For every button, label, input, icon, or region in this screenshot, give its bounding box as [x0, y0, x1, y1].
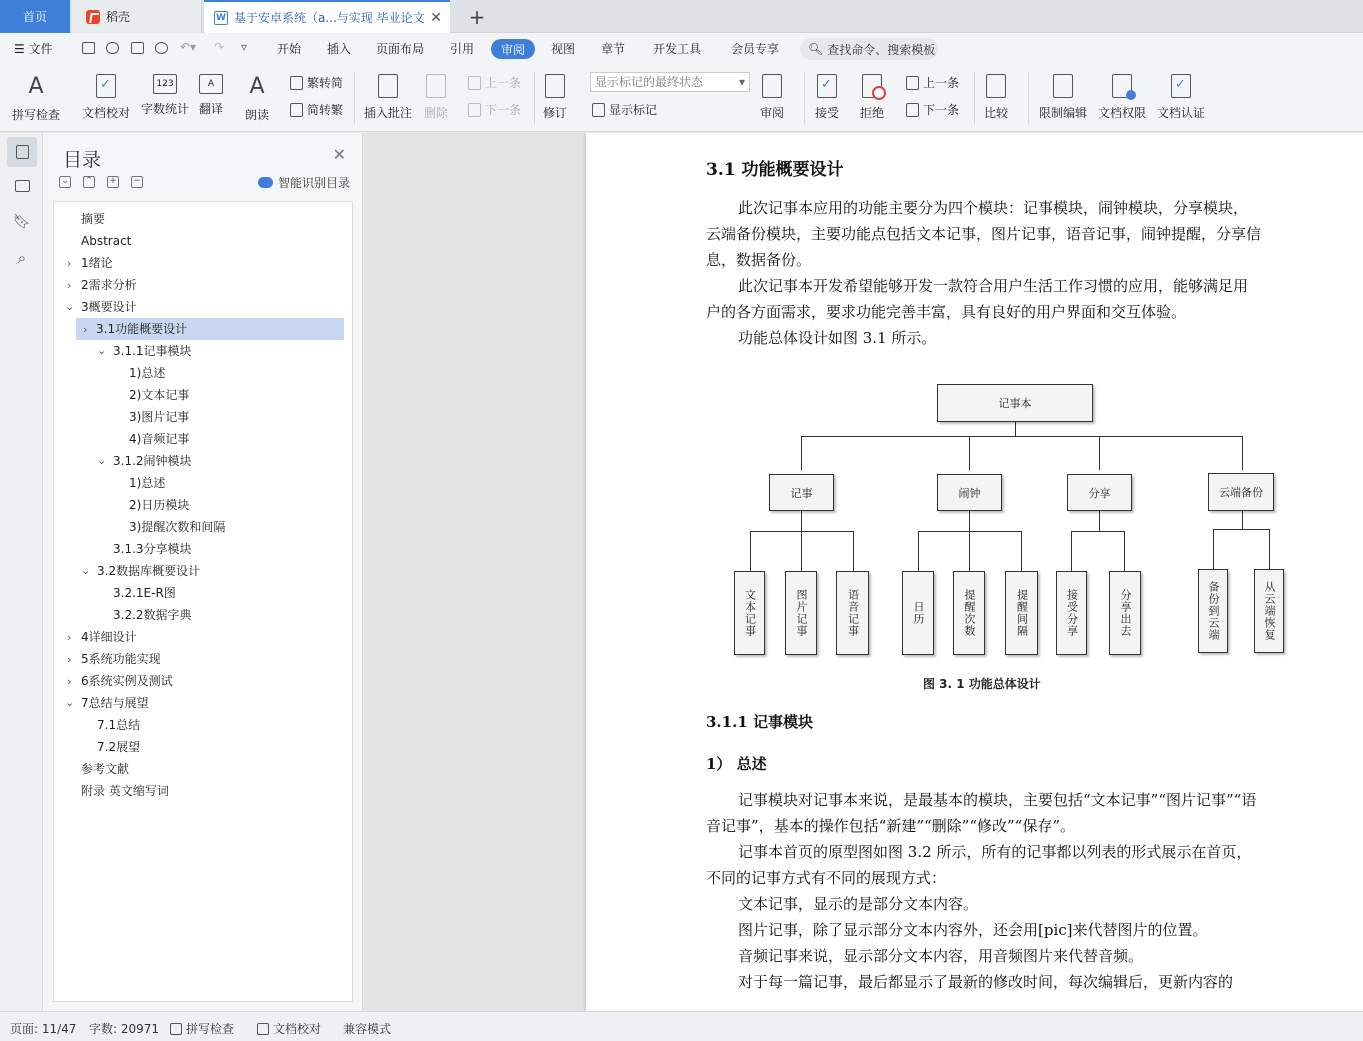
paragraph: 音频记事来说，显示部分文本内容，用音频图片来代替音频。 [738, 947, 1144, 965]
toc-list [53, 201, 353, 1002]
track-changes-button[interactable] [543, 68, 567, 121]
translate-icon: A [199, 74, 223, 94]
trad-to-simp-icon [290, 76, 303, 90]
diagram-connector [1021, 531, 1022, 571]
toc-item-label: 4详细设计 [81, 630, 137, 644]
prev-comment-label: 上一条 [485, 76, 522, 90]
plus-icon: + [468, 4, 486, 29]
prev-comment-icon [468, 76, 481, 90]
accept-icon [817, 74, 837, 98]
toc-item-label: 1绪论 [81, 256, 113, 270]
diagram-connector [801, 436, 802, 470]
toc-item[interactable] [81, 780, 169, 802]
ribbon-divider [974, 72, 975, 124]
delete-comment-label: 删除 [424, 106, 449, 120]
side-rail [0, 133, 43, 1011]
chevron-right-icon[interactable]: › [67, 279, 72, 292]
toc-item-label: 3)提醒次数和间隔 [129, 520, 226, 534]
next-comment-icon [468, 103, 481, 117]
doc-rights-button[interactable] [1098, 68, 1146, 121]
toc-item-label: Abstract [81, 234, 132, 248]
toc-item[interactable] [81, 296, 137, 318]
diagram-connector [969, 531, 970, 571]
toc-item-label: 3.2数据库概要设计 [97, 564, 201, 578]
simp-to-trad-icon [290, 103, 303, 117]
toc-item[interactable] [113, 604, 192, 626]
doc-rights-label: 文档权限 [1098, 106, 1147, 120]
diagram-connector [1099, 511, 1100, 531]
toc-title: 目录 [63, 149, 102, 171]
toc-item[interactable] [113, 450, 192, 472]
toc-item-label: 7.2展望 [97, 740, 141, 754]
file-menu-label: 文件 [28, 42, 53, 56]
track-changes-label: 修订 [543, 106, 568, 120]
insert-comment-label: 插入批注 [364, 106, 413, 120]
toc-item-label: 1)总述 [129, 476, 166, 490]
toc-panel [43, 133, 363, 1011]
remove-heading-icon[interactable]: − [131, 176, 143, 188]
toc-item-label: 5系统功能实现 [81, 652, 161, 666]
diagram-connector [1213, 529, 1270, 530]
doc-cert-button[interactable] [1157, 68, 1205, 121]
toc-item[interactable] [113, 538, 192, 560]
diagram-root-node: 记事本 [937, 384, 1093, 422]
menu-page-layout-label: 页面布局 [376, 42, 425, 56]
tab-bar [0, 0, 1363, 33]
toc-item-label: 3.2.2数据字典 [113, 608, 192, 622]
diagram-leaf-node: 分享出去 [1109, 571, 1141, 655]
hamburger-icon: ☰ [14, 42, 25, 56]
spell-check-status-icon [170, 1023, 182, 1035]
diagram-leaf-node: 接受分享 [1056, 571, 1087, 655]
chevron-right-icon[interactable]: › [67, 675, 72, 688]
save-icon[interactable] [82, 42, 95, 54]
diagram-connector [1242, 511, 1243, 529]
spell-check-status-label: 拼写检查 [186, 1022, 235, 1036]
toc-item[interactable] [129, 494, 189, 516]
translate-button[interactable] [199, 68, 223, 117]
diagram-module-node: 分享 [1067, 474, 1132, 511]
function-diagram [726, 378, 1286, 673]
accept-label: 接受 [815, 106, 840, 120]
figure-caption: 图 3. 1 功能总体设计 [923, 677, 1041, 691]
toc-item-label: 2)文本记事 [129, 388, 190, 402]
toc-pane-button[interactable] [7, 137, 37, 167]
print-icon[interactable] [131, 42, 144, 54]
toc-item[interactable] [129, 406, 189, 428]
menu-section-label: 章节 [601, 42, 626, 56]
toc-item[interactable] [81, 692, 149, 714]
toc-item[interactable] [81, 670, 173, 692]
restrict-edit-icon [1053, 74, 1073, 98]
menu-member-label: 会员专享 [731, 42, 780, 56]
diagram-connector [750, 531, 854, 532]
ribbon-divider [354, 72, 355, 124]
diagram-connector [750, 531, 751, 571]
next-comment-label: 下一条 [485, 103, 522, 117]
tab-daoke-label: 稻壳 [106, 10, 131, 24]
show-markup-label: 显示标记 [609, 103, 658, 117]
toc-item[interactable] [97, 714, 140, 736]
file-menu[interactable] [14, 40, 53, 57]
page-indicator-label: 页面: 11/47 [10, 1022, 77, 1036]
toc-item[interactable] [129, 384, 189, 406]
insert-comment-icon [378, 74, 398, 98]
toc-item[interactable] [129, 362, 165, 384]
add-heading-icon[interactable]: + [107, 176, 119, 188]
diagram-connector [918, 531, 919, 571]
diagram-leaf-node: 日历 [902, 571, 934, 655]
menu-page-layout[interactable] [376, 40, 424, 57]
paragraph: 记事模块对记事本来说，是最基本的模块，主要包括“文本记事”“图片记事”“语音记事”，基本的操作包括“新建”“删除”“修改”“保存”。 [706, 791, 1257, 835]
paragraph: 此次记事本开发希望能够开发一款符合用户生活工作习惯的应用，能够满足用户的各方面需求，要求功能完善丰富，具有良好的用户界面和交互体验。 [706, 277, 1249, 321]
spell-check-button[interactable] [12, 68, 60, 123]
toc-item[interactable] [81, 252, 113, 274]
menu-section[interactable] [601, 40, 625, 57]
markup-state-value: 显示标记的最终状态 [595, 75, 704, 89]
menu-review-label: 审阅 [500, 42, 525, 57]
smart-toc-icon [258, 177, 273, 188]
toc-item-label: 附录 英文缩写词 [81, 784, 169, 798]
toc-item[interactable] [81, 758, 129, 780]
delete-comment-icon [426, 74, 446, 98]
chevron-right-icon[interactable]: › [67, 631, 72, 644]
doc-proof-label: 文档校对 [82, 106, 131, 120]
doc-proof-status[interactable] [257, 1020, 321, 1037]
diagram-connector [1124, 531, 1125, 571]
next-change-label: 下一条 [923, 103, 960, 117]
paragraph: 记事本首页的原型图如图 3.2 所示，所有的记事都以列表的形式展示在首页，不同的记事方式有不同的展现方式： [706, 843, 1252, 887]
chevron-right-icon[interactable]: › [67, 653, 72, 666]
track-changes-icon [545, 74, 565, 98]
writer-doc-icon: W [214, 11, 228, 25]
toc-item-label: 3.1.1记事模块 [113, 344, 192, 358]
paragraph: 图片记事，除了显示部分文本内容外，还会用[pic]来代替图片的位置。 [738, 921, 1208, 939]
diagram-module-node: 记事 [769, 474, 834, 511]
toc-item[interactable] [129, 472, 165, 494]
toc-item[interactable] [97, 560, 200, 582]
next-comment-button[interactable] [468, 101, 521, 118]
diagram-leaf-node: 语音记事 [836, 571, 869, 655]
diagram-connector [969, 436, 970, 470]
prev-change-button[interactable] [906, 74, 959, 91]
doc-proof-icon [96, 74, 116, 98]
diagram-connector [1071, 531, 1125, 532]
paragraph: 对于每一篇记事，最后都显示了最新的修改时间，每次编辑后，更新内容的 [738, 973, 1234, 991]
diagram-module-node: 云端备份 [1208, 473, 1274, 511]
tab-document-label: 基于安卓系统（a...与实现 毕业论文 [234, 11, 425, 25]
toc-item[interactable] [129, 516, 225, 538]
menu-view-label: 视图 [551, 42, 576, 56]
menu-references[interactable] [450, 40, 474, 57]
trad-to-simp-button[interactable] [290, 74, 343, 91]
tab-daoke[interactable] [72, 0, 202, 33]
command-search[interactable] [800, 38, 938, 60]
toc-item[interactable] [97, 736, 140, 758]
next-change-icon [906, 103, 919, 117]
review-pane-button[interactable] [760, 68, 784, 121]
doc-cert-icon [1171, 74, 1191, 98]
toc-item-label: 7.1总结 [97, 718, 141, 732]
toc-item-label: 6系统实例及测试 [81, 674, 173, 688]
compare-icon [986, 74, 1006, 98]
prev-comment-button[interactable] [468, 74, 521, 91]
menu-member[interactable] [731, 40, 779, 57]
doc-proof-status-icon [257, 1023, 269, 1035]
tab-home[interactable] [0, 0, 70, 33]
chevron-down-icon[interactable]: ⌄ [65, 300, 75, 313]
diagram-connector [801, 436, 1243, 437]
toc-item[interactable] [81, 274, 137, 296]
doc-rights-icon [1112, 74, 1132, 98]
chevron-right-icon[interactable]: › [67, 257, 72, 270]
menu-bar [0, 33, 1363, 64]
compat-mode-label: 兼容模式 [343, 1022, 392, 1036]
menu-insert-label: 插入 [327, 42, 352, 56]
reject-button[interactable] [860, 68, 884, 121]
restrict-edit-label: 限制编辑 [1039, 106, 1088, 120]
delete-comment-button[interactable] [424, 68, 448, 121]
toc-item-selected[interactable] [76, 318, 344, 340]
trad-to-simp-label: 繁转简 [307, 76, 344, 90]
word-count-label: 字数统计 [141, 102, 190, 116]
spell-check-label: 拼写检查 [12, 108, 61, 122]
reject-icon [862, 74, 882, 98]
bookmark-button[interactable] [7, 207, 37, 237]
diagram-connector [1015, 422, 1016, 436]
diagram-leaf-node: 提醒次数 [953, 571, 985, 655]
spell-check-status[interactable] [170, 1020, 234, 1037]
menu-start-label: 开始 [277, 42, 302, 56]
item-heading: 1） 总述 [706, 755, 767, 773]
compat-mode-indicator [343, 1020, 391, 1037]
redo-icon[interactable]: ↷ [214, 40, 225, 54]
chevron-right-icon[interactable]: › [83, 323, 88, 336]
page-indicator[interactable] [10, 1020, 76, 1037]
menu-developer-label: 开发工具 [653, 42, 702, 56]
document-page[interactable] [586, 133, 1363, 1011]
paragraph: 文本记事，显示的是部分文本内容。 [738, 895, 979, 913]
diagram-leaf-node: 备份到云端 [1198, 569, 1228, 653]
simp-to-trad-button[interactable] [290, 101, 343, 118]
status-bar [0, 1011, 1363, 1041]
ribbon-divider [534, 72, 535, 124]
section-heading: 3.1 功能概要设计 [706, 160, 844, 180]
expand-all-icon[interactable]: ⌃ [83, 176, 95, 188]
diagram-module-node: 闹钟 [937, 474, 1002, 511]
subsection-heading: 3.1.1 记事模块 [706, 713, 813, 731]
toc-item-label: 4)音频记事 [129, 432, 190, 446]
restrict-edit-button[interactable] [1039, 68, 1087, 121]
translate-label: 翻译 [199, 102, 224, 116]
next-change-button[interactable] [906, 101, 959, 118]
toc-item[interactable] [113, 582, 176, 604]
toc-item-label: 3概要设计 [81, 300, 137, 314]
doc-proof-status-label: 文档校对 [273, 1022, 322, 1036]
close-icon[interactable]: ✕ [332, 145, 346, 164]
menu-references-label: 引用 [450, 42, 475, 56]
word-count-button[interactable] [141, 68, 189, 117]
diagram-connector [918, 531, 1022, 532]
ribbon-divider [1028, 72, 1029, 124]
word-count-icon: 123 [153, 74, 177, 94]
word-count-indicator-label: 字数: 20971 [89, 1022, 160, 1036]
menu-insert[interactable] [327, 40, 351, 57]
search-icon: 🔍︎ [808, 42, 824, 56]
command-search-label: 查找命令、搜索模板 [827, 42, 936, 57]
toc-item[interactable] [81, 648, 161, 670]
spell-check-icon: A [28, 74, 44, 99]
document-canvas[interactable] [364, 133, 1363, 1011]
bookmark-icon: 🔖︎ [13, 214, 31, 230]
toc-item-label: 3.2.1E-R图 [113, 586, 176, 600]
customize-quick-access-icon[interactable]: ▿ [241, 40, 248, 54]
prev-change-icon [906, 76, 919, 90]
toc-item[interactable] [129, 428, 189, 450]
folder-icon [15, 180, 30, 192]
toc-item-label: 3.1.2闹钟模块 [113, 454, 192, 468]
chevron-down-icon[interactable]: ⌄ [97, 454, 107, 467]
chevron-down-icon[interactable]: ⌄ [97, 344, 107, 357]
show-markup-button[interactable] [592, 101, 657, 118]
undo-icon[interactable]: ↶▾ [180, 40, 197, 54]
diagram-connector [853, 531, 854, 571]
word-count-indicator[interactable] [89, 1020, 159, 1037]
smart-toc-button[interactable] [258, 174, 350, 191]
collapse-all-icon[interactable]: ⌄ [59, 176, 71, 188]
read-aloud-label: 朗读 [245, 108, 270, 122]
new-tab-button[interactable] [466, 0, 488, 33]
diagram-connector [1269, 529, 1270, 569]
compare-label: 比较 [984, 106, 1009, 120]
doc-proof-button[interactable] [82, 68, 130, 121]
review-pane-label: 审阅 [760, 106, 785, 120]
smart-toc-label: 智能识别目录 [278, 176, 351, 190]
toc-item[interactable] [81, 208, 105, 230]
diagram-connector [1213, 529, 1214, 569]
diagram-leaf-node: 提醒间隔 [1005, 571, 1038, 655]
close-tab-icon[interactable]: ✕ [430, 10, 442, 26]
markup-state-select[interactable] [590, 72, 750, 92]
toc-item-label: 3)图片记事 [129, 410, 190, 424]
menu-start[interactable] [277, 40, 301, 57]
review-ribbon [0, 64, 1363, 132]
outline-icon [16, 145, 29, 159]
tab-home-label: 首页 [22, 10, 47, 24]
menu-developer[interactable] [653, 40, 701, 57]
ribbon-divider [804, 72, 805, 124]
read-aloud-icon: A [249, 74, 265, 99]
insert-comment-button[interactable] [364, 68, 412, 121]
simp-to-trad-label: 简转繁 [307, 103, 344, 117]
menu-view[interactable] [551, 40, 575, 57]
daoke-logo-icon [86, 10, 100, 24]
toc-item-label: 3.1.3分享模块 [113, 542, 192, 556]
diagram-leaf-node: 从云端恢复 [1254, 569, 1284, 653]
toc-item[interactable] [113, 340, 192, 362]
toc-item-label: 参考文献 [81, 762, 130, 776]
menu-review[interactable] [491, 39, 535, 59]
toc-item-label: 1)总述 [129, 366, 166, 380]
paragraph: 此次记事本应用的功能主要分为四个模块：记事模块，闹钟模块，分享模块，云端备份模块，主要功能点包括文本记事，图片记事，语音记事，闹钟提醒，分享信息，数据备份。 [706, 199, 1262, 269]
paragraph: 功能总体设计如图 3.1 所示。 [738, 329, 937, 347]
diagram-connector [969, 511, 970, 531]
chapter-nav-button[interactable] [7, 171, 37, 201]
toc-item-label: 2需求分析 [81, 278, 137, 292]
chevron-down-icon[interactable]: ⌄ [65, 696, 75, 709]
doc-cert-label: 文档认证 [1157, 106, 1206, 120]
find-button[interactable] [7, 243, 37, 273]
export-icon[interactable] [106, 42, 119, 54]
prev-change-label: 上一条 [923, 76, 960, 90]
toc-item-label: 7总结与展望 [81, 696, 149, 710]
compare-button[interactable] [984, 68, 1008, 121]
diagram-connector [801, 531, 802, 571]
diagram-connector [1071, 531, 1072, 571]
toc-item-label: 摘要 [81, 212, 106, 226]
read-aloud-button[interactable] [245, 68, 269, 123]
diagram-connector [1099, 436, 1100, 470]
toc-item[interactable] [81, 230, 131, 252]
show-markup-icon [592, 103, 605, 117]
chevron-down-icon[interactable]: ⌄ [81, 564, 91, 577]
tab-document[interactable] [204, 0, 450, 33]
reject-label: 拒绝 [860, 106, 885, 120]
diagram-leaf-node: 文本记事 [734, 571, 765, 655]
print-preview-icon[interactable] [155, 42, 168, 54]
diagram-connector [801, 511, 802, 531]
accept-button[interactable] [815, 68, 839, 121]
toc-item[interactable] [81, 626, 137, 648]
review-pane-icon [762, 74, 782, 98]
search-icon: ⌕ [17, 249, 27, 267]
toc-item-label: 3.1功能概要设计 [96, 322, 188, 336]
diagram-leaf-node: 图片记事 [785, 571, 817, 655]
diagram-connector [1242, 436, 1243, 470]
toc-item-label: 2)日历模块 [129, 498, 190, 512]
